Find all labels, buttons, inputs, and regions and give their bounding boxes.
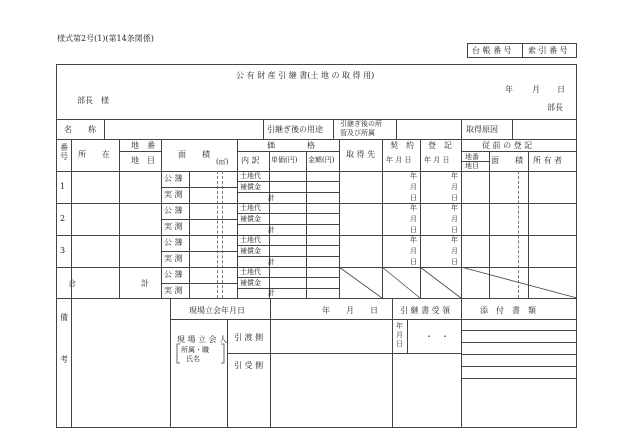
- row-3-number: 3: [60, 246, 66, 255]
- attachments-label: 添 付 書 類: [480, 306, 536, 315]
- row-2-jissoku: 実 測: [164, 222, 183, 231]
- row-3-contract-day: 日: [410, 258, 417, 266]
- office-after-label-1: 引継ぎ後の所: [340, 120, 382, 128]
- site-date-month: 月: [346, 306, 354, 315]
- receipt-month: 月: [396, 331, 403, 339]
- witness-label-1: 現 場 立 会 人: [177, 335, 228, 344]
- addressee: 部長 様: [77, 96, 109, 105]
- col-registration-date: 年 月 日: [424, 156, 450, 164]
- row-3-subtotal: 計: [268, 258, 275, 266]
- row-3-contract-year: 年: [410, 236, 417, 244]
- row-1-contract-day: 日: [410, 194, 417, 202]
- col-prev-area: 面 積: [491, 156, 523, 165]
- col-location: 所 在: [78, 150, 110, 159]
- handover-side-label: 引 渡 側: [234, 333, 264, 342]
- row-3-land-cost: 土地代: [240, 236, 261, 244]
- col-contract-date: 年 月 日: [386, 156, 412, 164]
- row-3-reg-year: 年: [451, 236, 458, 244]
- row-2-contract-day: 日: [410, 226, 417, 234]
- row-1-land-cost: 土地代: [240, 172, 261, 180]
- col-chiban: 地 番: [131, 141, 155, 150]
- row-1-number: 1: [60, 182, 66, 191]
- col-breakdown: 内 訳: [241, 156, 260, 165]
- site-witness-date-label: 現場立会年月日: [189, 306, 245, 315]
- col-prev-chiban: 地番: [465, 153, 479, 161]
- sender: 部長: [547, 103, 563, 112]
- sakuin-number-label: 索 引 番 号: [528, 46, 568, 55]
- site-date-day: 日: [370, 306, 378, 315]
- total-sum: 計: [268, 289, 275, 297]
- row-2-reg-day: 日: [451, 226, 458, 234]
- witness-label-3: 氏名: [186, 355, 200, 363]
- col-prev-owner: 所 有 者: [533, 156, 563, 165]
- row-3-kobo: 公 簿: [164, 238, 183, 247]
- row-2-contract-month: 月: [410, 215, 417, 223]
- row-1-contract-year: 年: [410, 172, 417, 180]
- row-1-reg-month: 月: [451, 183, 458, 191]
- row-3-contract-month: 月: [410, 247, 417, 255]
- col-registration: 登 記: [428, 141, 452, 150]
- row-1-contract-month: 月: [410, 183, 417, 191]
- site-date-year: 年: [322, 306, 330, 315]
- date-month: 月: [532, 85, 540, 94]
- row-1-reg-year: 年: [451, 172, 458, 180]
- col-contract: 契 約: [390, 141, 414, 150]
- row-2-subtotal: 計: [268, 226, 275, 234]
- form-title: 公 有 財 産 引 継 書(土 地 の 取 得 用): [236, 71, 375, 80]
- witness-bracket: [176, 343, 226, 365]
- col-acquirer: 取 得 先: [346, 150, 376, 159]
- row-2-kobo: 公 簿: [164, 206, 183, 215]
- daicho-number-label: 台 帳 番 号: [472, 46, 512, 55]
- office-after-label-2: 管及び所属: [340, 129, 375, 137]
- row-2-reg-month: 月: [451, 215, 458, 223]
- row-3-reg-day: 日: [451, 258, 458, 266]
- col-number: 番号: [60, 143, 68, 161]
- col-unit-price: 単価(円): [271, 156, 298, 164]
- row-1-kobo: 公 簿: [164, 174, 183, 183]
- reason-label: 取得原因: [466, 125, 498, 134]
- col-previous-registry: 従 前 の 登 記: [482, 141, 533, 150]
- col-prev-chimoku: 地目: [465, 162, 479, 170]
- total-compensation: 補償金: [240, 279, 261, 287]
- remarks-label-2: 考: [60, 355, 68, 364]
- row-1-subtotal: 計: [268, 194, 275, 202]
- total-label-go: 合: [68, 279, 76, 288]
- receipt-day: 日: [396, 340, 403, 348]
- row-2-contract-year: 年: [410, 204, 417, 212]
- row-2-reg-year: 年: [451, 204, 458, 212]
- row-2-land-cost: 土地代: [240, 204, 261, 212]
- row-3-reg-month: 月: [451, 247, 458, 255]
- col-chimoku: 地 目: [131, 156, 155, 165]
- total-jissoku: 実 測: [164, 286, 183, 295]
- row-3-compensation: 補償金: [240, 247, 261, 255]
- total-land-cost: 土地代: [240, 268, 261, 276]
- receiving-side-label: 引 受 側: [234, 361, 264, 370]
- col-area: 面 積: [178, 150, 210, 159]
- col-area-unit: (㎡): [216, 158, 229, 166]
- row-1-reg-day: 日: [451, 194, 458, 202]
- receipt-date-dots: ・ ・: [425, 332, 449, 341]
- receipt-label: 引 継 書 受 領: [400, 306, 451, 315]
- witness-label-2: 所属・職: [181, 346, 209, 354]
- row-2-compensation: 補償金: [240, 215, 261, 223]
- use-after-label: 引継ぎ後の用途: [267, 125, 323, 134]
- col-amount: 金額(円): [308, 156, 335, 164]
- total-label-kei: 計: [141, 279, 149, 288]
- date-day: 日: [557, 85, 565, 94]
- row-3-jissoku: 実 測: [164, 254, 183, 263]
- total-kobo: 公 簿: [164, 270, 183, 279]
- row-1-jissoku: 実 測: [164, 190, 183, 199]
- col-price: 価 格: [267, 141, 315, 150]
- form-id: 様式第2号(1)(第14条関係): [57, 34, 154, 43]
- date-year: 年: [505, 85, 513, 94]
- row-2-number: 2: [60, 214, 66, 223]
- remarks-label-1: 備: [60, 313, 68, 322]
- name-label: 名 称: [64, 125, 96, 134]
- row-1-compensation: 補償金: [240, 183, 261, 191]
- receipt-year: 年: [396, 322, 403, 330]
